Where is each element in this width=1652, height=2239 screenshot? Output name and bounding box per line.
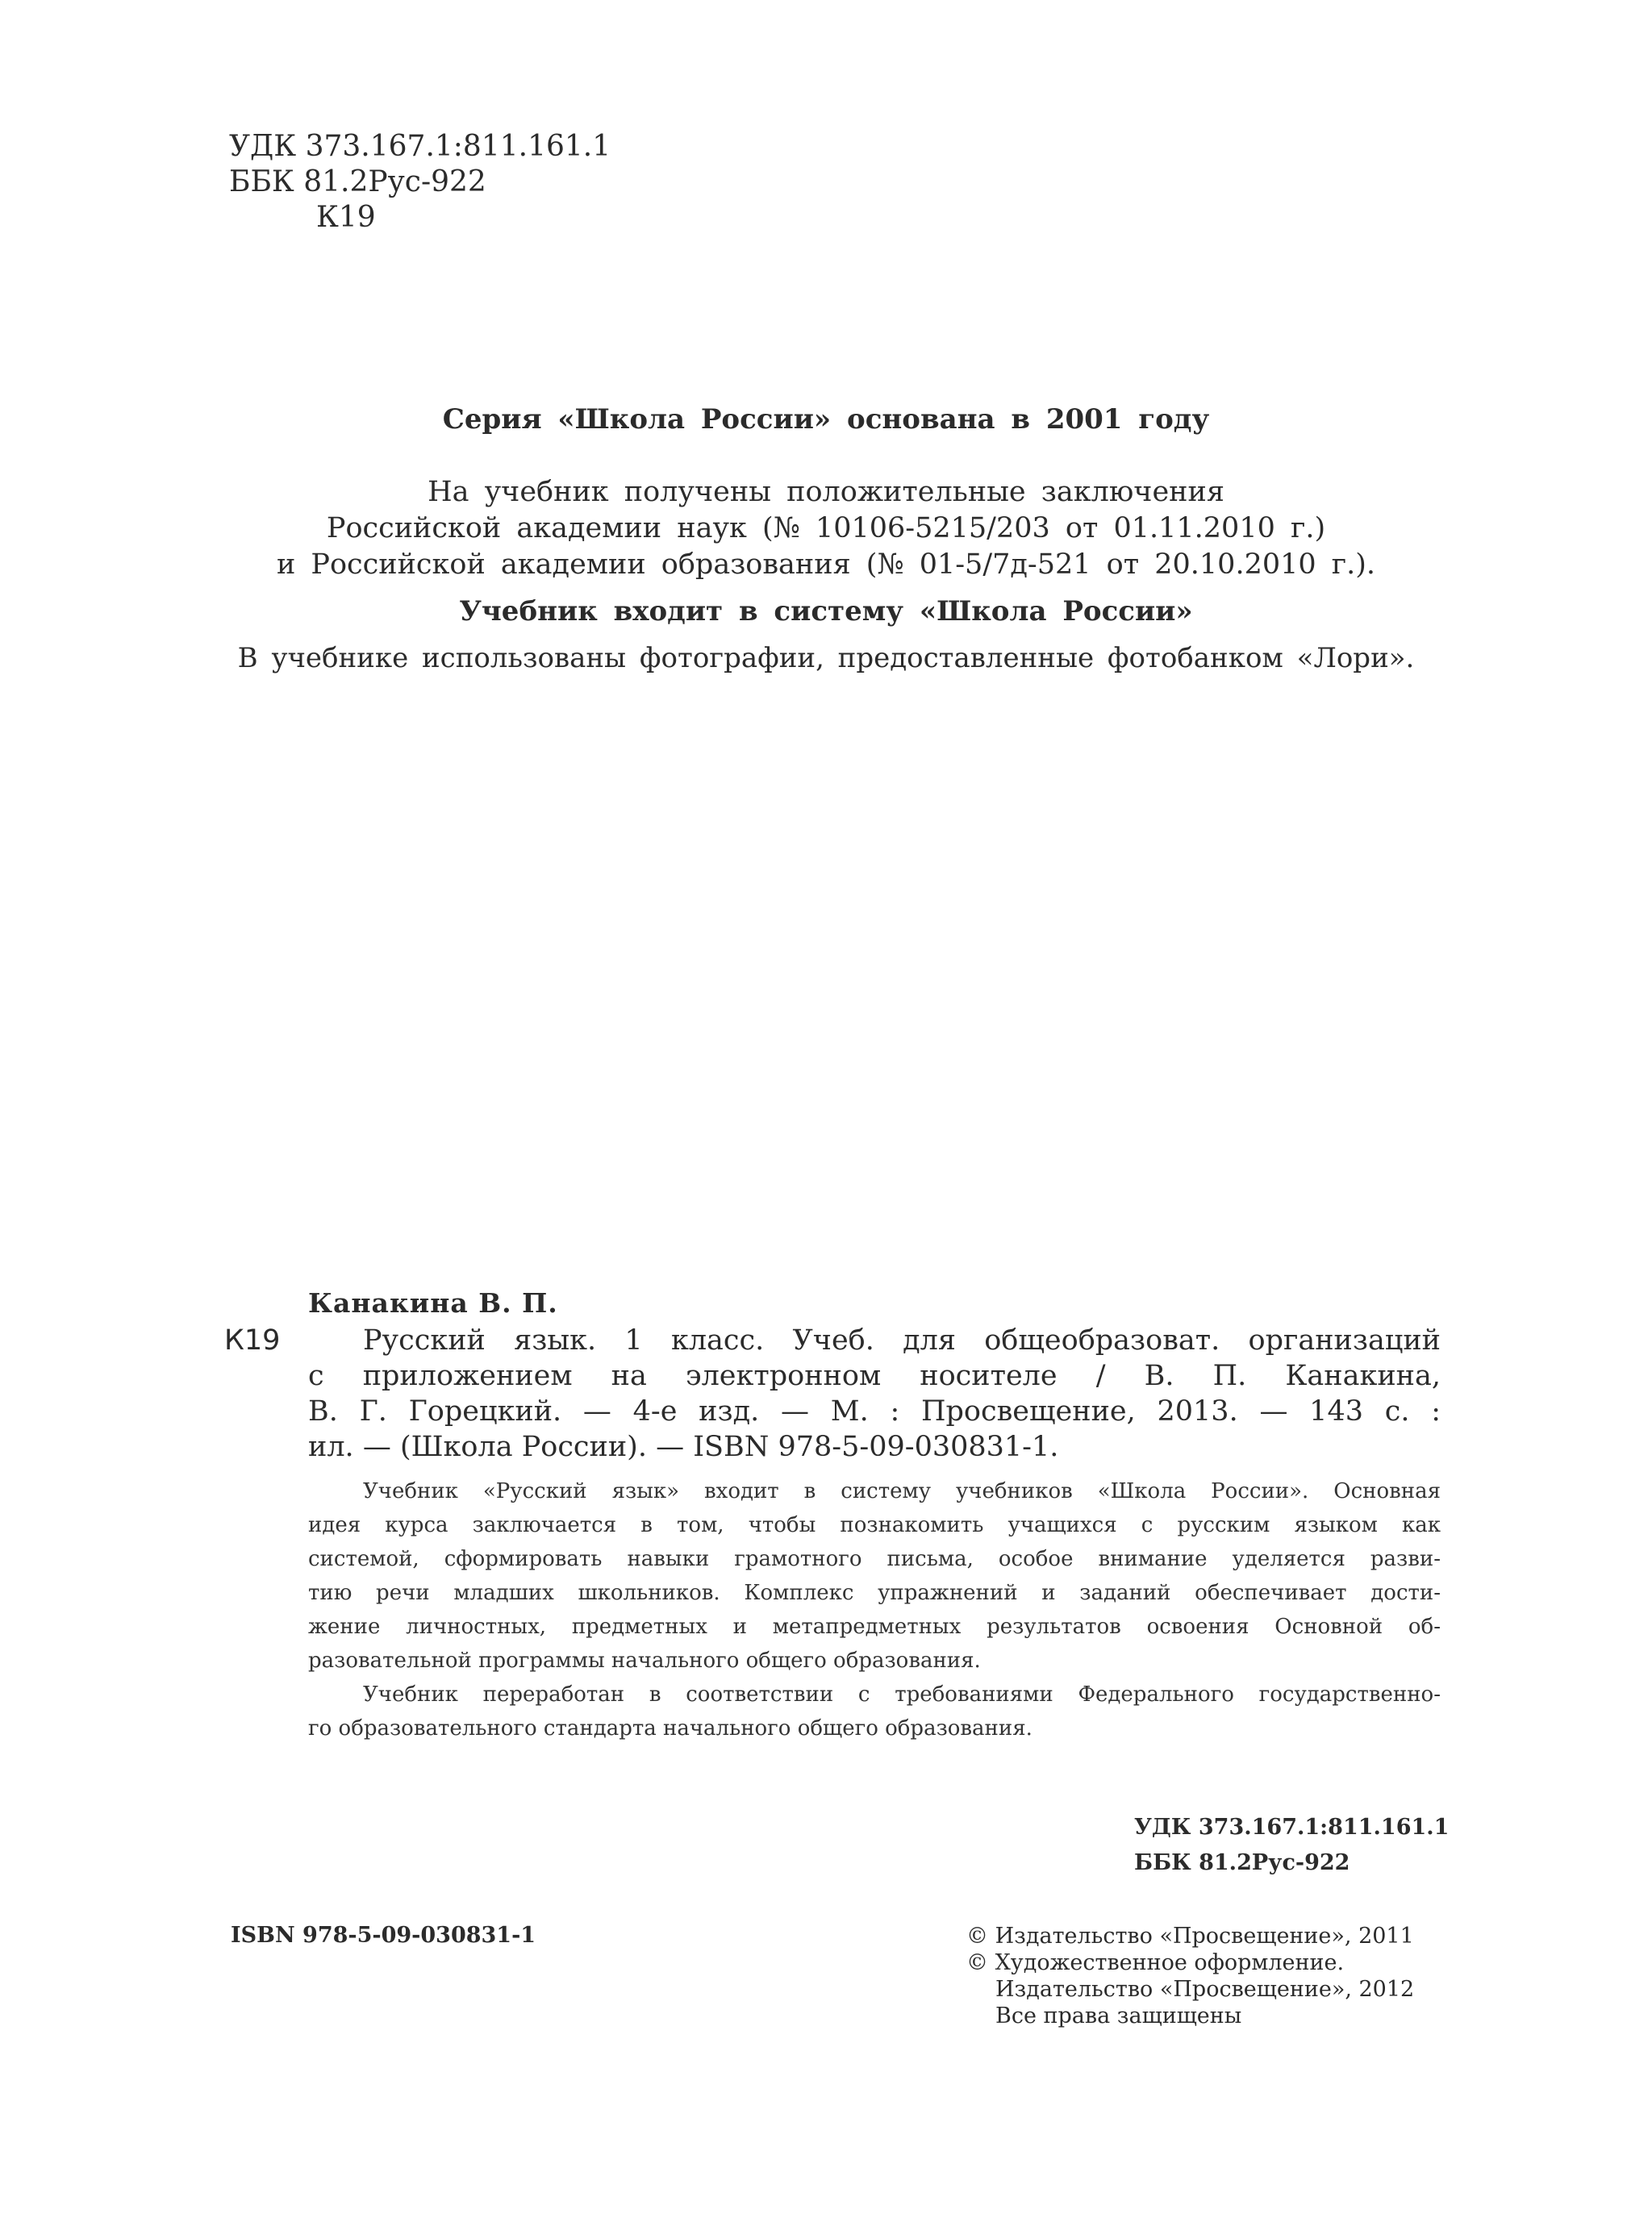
bib-line: В. Г. Горецкий. — 4-е изд. — М. : Просвещение, 2013. — 143 с. : [308,1395,1441,1428]
annotation-line: системой, сформировать навыки грамотного письма, особое внимание уделяется разви- [308,1547,1441,1571]
top-classification-codes [229,129,611,236]
photo-credit: В учебнике использованы фотографии, предоставленные фотобанком «Лори». [237,642,1415,674]
annotation-line: жение личностных, предметных и метапредметных результатов освоения Основной об- [308,1615,1441,1639]
catalog-code: К19 [224,1324,281,1357]
author-mark: К19 [316,201,376,234]
annotation [308,1474,1441,1745]
bib-line: ил. — (Школа России). — ISBN 978-5-09-030831-1. [308,1431,1059,1463]
series-note: Серия «Школа России» основана в 2001 году [442,403,1210,436]
isbn: ISBN 978-5-09-030831-1 [231,1923,536,1948]
udk-code: УДК 373.167.1:811.161.1 [229,130,611,163]
review-line: и Российской академии образования (№ 01-5/7д-521 от 20.10.2010 г.). [276,548,1376,581]
copyright-line: © Художественное оформление. [966,1950,1345,1975]
bibliographic-description [308,1323,1441,1465]
copyright-line: © Издательство «Просвещение», 2011 [966,1924,1414,1949]
catalog-author: Канакина В. П. [308,1287,558,1319]
reviews-block [0,474,1652,583]
copyright-line: Издательство «Просвещение», 2012 [995,1977,1415,2002]
review-line: На учебник получены положительные заключения [428,476,1224,508]
annotation-line: разовательной программы начального общего образования. [308,1649,981,1673]
bottom-classification-codes [1134,1810,1449,1881]
bib-line: с приложением на электронном носителе / В. П. Канакина, [308,1360,1441,1392]
bib-line: Русский язык. 1 класс. Учеб. для общеобразоват. организаций [363,1324,1441,1357]
annotation-line: идея курса заключается в том, чтобы познакомить учащихся с русским языком как [308,1513,1441,1537]
bbk-code: ББК 81.2Рус-922 [1134,1850,1350,1875]
annotation-line: Учебник переработан в соответствии с требованиями Федерального государственно- [363,1682,1441,1707]
bbk-code: ББК 81.2Рус-922 [229,165,486,198]
annotation-line: го образовательного стандарта начального общего образования. [308,1716,1032,1741]
udk-code: УДК 373.167.1:811.161.1 [1134,1815,1450,1840]
copyright-line: Все права защищены [995,2003,1242,2028]
review-line: Российской академии наук (№ 10106-5215/203 от 01.11.2010 г.) [326,512,1326,544]
annotation-line: тию речи младших школьников. Комплекс упражнений и заданий обеспечивает дости- [308,1581,1441,1605]
copyright-block [966,1923,1414,2029]
annotation-line: Учебник «Русский язык» входит в систему учебников «Школа России». Основная [363,1479,1441,1503]
system-note: Учебник входит в систему «Школа России» [459,595,1193,628]
